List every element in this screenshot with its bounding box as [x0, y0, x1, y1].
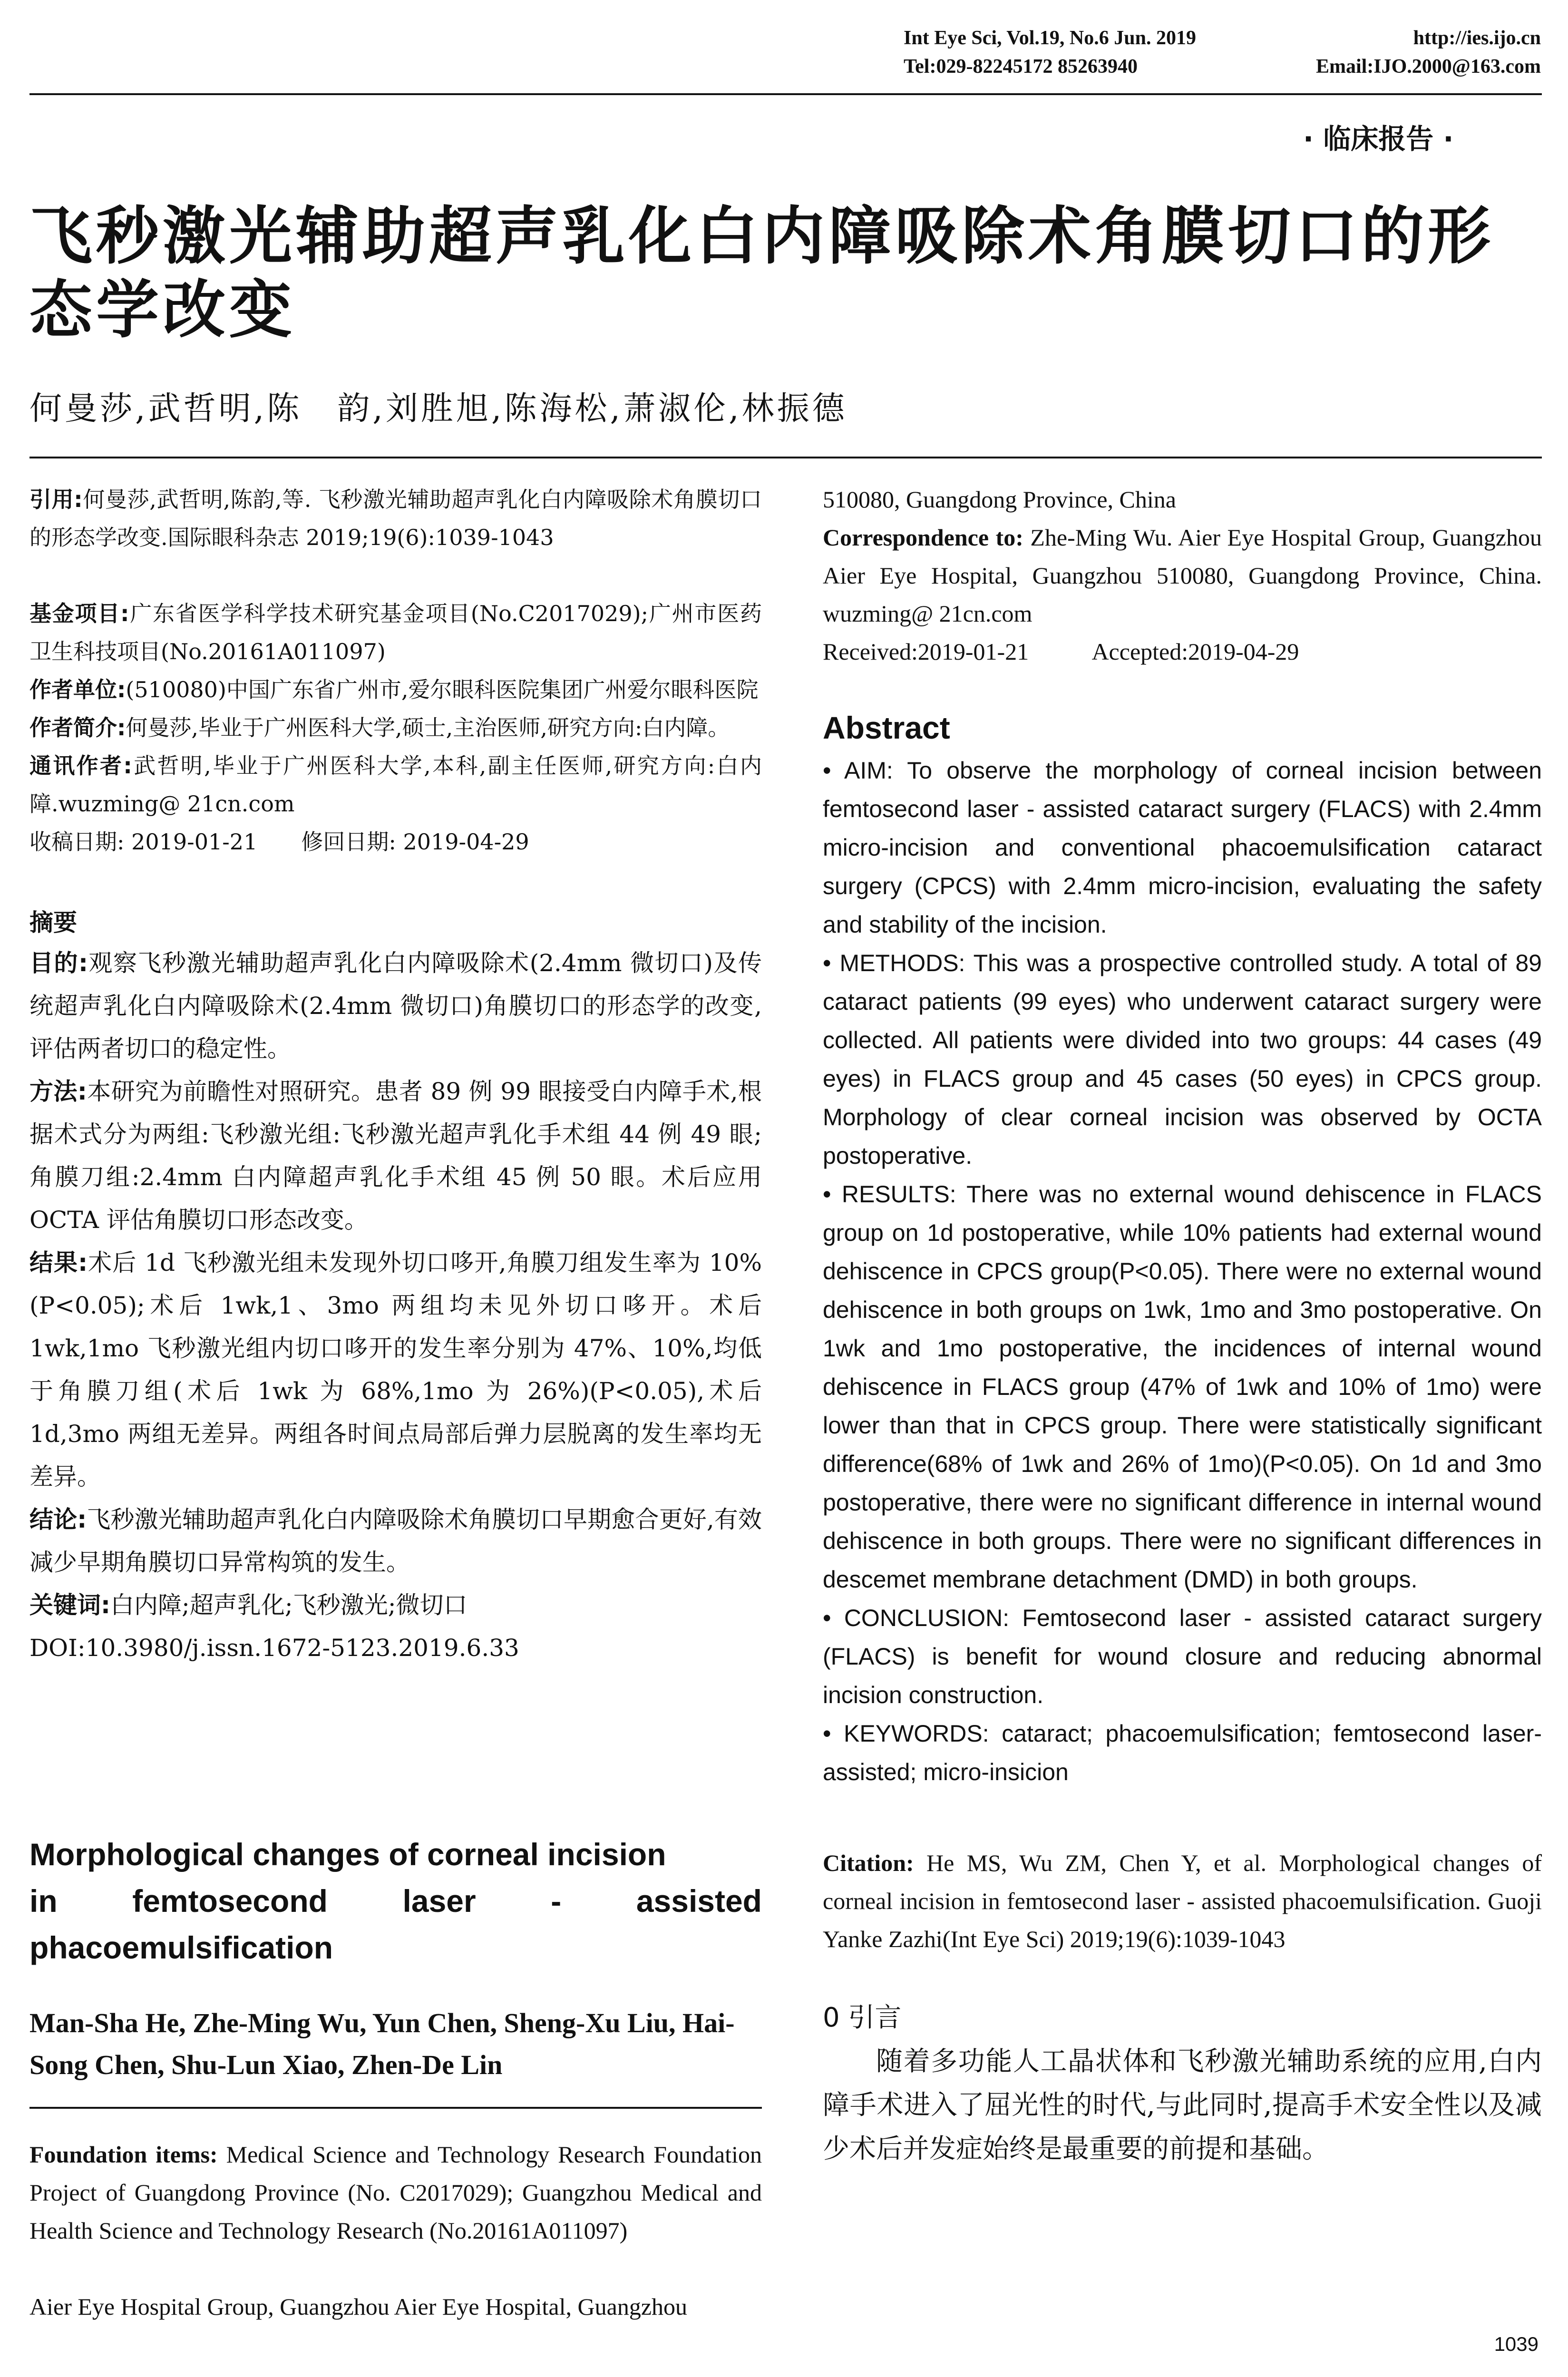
received-date: Received:2019-01-21 — [823, 638, 1029, 665]
page-number: 1039 — [1494, 2333, 1539, 2355]
title-en — [29, 1831, 762, 1971]
keywords-cn — [29, 1584, 762, 1627]
journal-url: http://ies.ijo.cn — [1413, 27, 1541, 49]
corr-label-cn: 通讯作者: — [29, 753, 132, 779]
aim-en — [823, 751, 1542, 944]
citation-en — [823, 1844, 1542, 1958]
keywords-text-en: cataract; phacoemulsification; femtosecond laser-assisted; micro-insicion — [823, 1720, 1542, 1785]
received-accepted — [823, 633, 1542, 671]
conclusion-text-cn: 飞秒激光辅助超声乳化白内障吸除术角膜切口早期愈合更好,有效减少早期角膜切口异常构筑的发生。 — [29, 1506, 762, 1576]
title-en-word: - — [551, 1883, 562, 1919]
right-column — [823, 480, 1542, 2171]
unit-label: 作者单位: — [29, 677, 126, 702]
bio-text: 何曼莎,毕业于广州医科大学,硕士,主治医师,研究方向:白内障。 — [126, 715, 730, 740]
results-cn — [29, 1241, 762, 1498]
fund-label: 基金项目: — [29, 601, 129, 626]
conclusion-label-cn: 结论: — [29, 1506, 87, 1533]
header-rule — [29, 93, 1542, 95]
corr-block-cn — [29, 747, 762, 823]
title-en-word: in — [29, 1883, 58, 1919]
keywords-text-cn: 白内障;超声乳化;飞秒激光;微切口 — [110, 1591, 467, 1619]
conclusion-text-en: Femtosecond laser - assisted cataract surgery (FLACS) is benefit for wound closure and reducing abnormal incision construction. — [823, 1605, 1542, 1708]
citation-text: 何曼莎,武哲明,陈韵,等. 飞秒激光辅助超声乳化白内障吸除术角膜切口的形态学改变.国际眼科杂志 2019;19(6):1039-1043 — [29, 487, 762, 550]
methods-label-cn: 方法: — [29, 1078, 87, 1105]
intro-text: 随着多功能人工晶状体和飞秒激光辅助系统的应用,白内障手术进入了屈光性的时代,与此同时,提高手术安全性以及减少术后并发症始终是最重要的前提和基础。 — [823, 2046, 1542, 2164]
accepted-date: Accepted:2019-04-29 — [1091, 638, 1299, 665]
affiliation-en: Aier Eye Hospital Group, Guangzhou Aier Eye Hospital, Guangzhou — [29, 2293, 688, 2320]
results-text-cn: 术后 1d 飞秒激光组未发现外切口哆开,角膜刀组发生率为 10%(P<0.05);术后 1wk,1、3mo 两组均未见外切口哆开。术后 1wk,1mo 飞秒激光组内切口哆开的发生率分别为 47%、10%,均低于角膜刀组(术后 1wk 为 68%,1mo 为 26%)(P<0.05),术后 1d,3mo 两组无差异。两组各时间点局部后弹力层脱离的发生率均无差异。 — [29, 1249, 762, 1490]
methods-text-cn: 本研究为前瞻性对照研究。患者 89 例 99 眼接受白内障手术,根据术式分为两组:飞秒激光组:飞秒激光超声乳化手术组 44 例 49 眼;角膜刀组:2.4mm 白内障超声乳化手术组 45 例 50 眼。术后应用 OCTA 评估角膜切口形态改变。 — [29, 1078, 762, 1234]
title-rule — [29, 457, 1542, 458]
title-en-word: assisted — [636, 1883, 762, 1919]
section-tag: · 临床报告 · — [1303, 123, 1454, 155]
aim-text-cn: 观察飞秒激光辅助超声乳化白内障吸除术(2.4mm 微切口)及传统超声乳化白内障吸除术(2.4mm 微切口)角膜切口的形态学的改变,评估两者切口的稳定性。 — [29, 949, 762, 1062]
keywords-label-cn: 关键词: — [29, 1591, 110, 1619]
citation-label: 引用: — [29, 487, 83, 512]
journal-tel: Tel:029-82245172 85263940 — [904, 56, 1138, 78]
keywords-label-en: • KEYWORDS: — [823, 1720, 989, 1747]
title-en-line3: phacoemulsification — [29, 1930, 333, 1965]
bio-block — [29, 709, 762, 747]
title-en-word: femtosecond — [132, 1883, 328, 1919]
intro-heading: 0 引言 — [823, 2002, 902, 2033]
foundation-label: Foundation items: — [29, 2141, 218, 2168]
aim-label-en: • AIM: — [823, 757, 893, 784]
dates-cn: 收稿日期: 2019-01-21 修回日期: 2019-04-29 — [29, 829, 529, 855]
fund-text: 广东省医学科学技术研究基金项目(No.C2017029);广州市医药卫生科技项目(No.20161A011097) — [29, 601, 762, 664]
conclusion-en — [823, 1599, 1542, 1715]
unit-block — [29, 671, 762, 709]
title-en-line2 — [29, 1878, 762, 1924]
corr-text-cn: 武哲明,毕业于广州医科大学,本科,副主任医师,研究方向:白内障.wuzming@ 21cn.com — [29, 753, 762, 817]
affiliation-en-cont: 510080, Guangdong Province, China — [823, 486, 1176, 513]
running-header — [904, 24, 1541, 81]
title-en-word: laser — [402, 1883, 476, 1919]
foundation-text: Medical Science and Technology Research Foundation Project of Guangdong Province (No. C2017029); Guangzhou Medical and Health Science and Technology Research (No.20161A011097) — [29, 2141, 762, 2244]
keywords-en — [823, 1715, 1542, 1792]
correspondence-label: Correspondence to: — [823, 524, 1023, 551]
left-column — [29, 480, 762, 1669]
foundation-en — [29, 2135, 762, 2250]
bio-label: 作者简介: — [29, 715, 126, 740]
authors-rule — [29, 2107, 762, 2109]
journal-email: Email:IJO.2000@163.com — [1315, 56, 1541, 78]
methods-text-en: This was a prospective controlled study. A total of 89 cataract patients (99 eyes) who underwent cataract surgery were collected. All patients were divided into two groups: 44 cases (49 eyes) in FLACS group and 45 cases (50 eyes) in CPCS group. Morphology of clear corneal incision was observed by OCTA postoperative. — [823, 950, 1542, 1169]
results-en — [823, 1175, 1542, 1599]
results-label-en: • RESULTS: — [823, 1181, 956, 1208]
correspondence-en — [823, 518, 1542, 633]
aim-label-cn: 目的: — [29, 949, 88, 977]
methods-cn — [29, 1070, 762, 1241]
results-label-cn: 结果: — [29, 1249, 88, 1276]
abstract-heading-cn: 摘要 — [29, 909, 77, 936]
title-en-line1: Morphological changes of corneal incision — [29, 1837, 666, 1872]
citation-cn — [29, 480, 762, 556]
page-title: 飞秒激光辅助超声乳化白内障吸除术角膜切口的形态学改变 — [29, 200, 1494, 347]
results-text-en: There was no external wound dehiscence in FLACS group on 1d postoperative, while 10% patients had external wound dehiscence in CPCS group(P<0.05). There were no external wound dehiscence in both groups on 1wk, 1mo and 3mo postoperative. On 1wk and 1mo postoperative, the incidences of internal wound dehiscence in FLACS group (47% of 1wk and 10% of 1mo) were lower than that in CPCS group. There were statistically significant difference(68% of 1wk and 26% of 1mo)(P<0.05). On 1d and 3mo postoperative, there were no significant difference in internal wound dehiscence in both groups. There were no significant differences in descemet membrane detachment (DMD) in both groups. — [823, 1181, 1542, 1593]
journal-issue: Int Eye Sci, Vol.19, No.6 Jun. 2019 — [904, 27, 1196, 49]
correspondence-text: Zhe-Ming Wu. Aier Eye Hospital Group, Guangzhou Aier Eye Hospital, Guangzhou 510080, Guangdong Province, China. wuzming@ 21cn.com — [823, 524, 1542, 627]
aim-cn — [29, 942, 762, 1070]
methods-en — [823, 944, 1542, 1175]
doi: DOI:10.3980/j.issn.1672-5123.2019.6.33 — [29, 1634, 519, 1662]
conclusion-label-en: • CONCLUSION: — [823, 1605, 1010, 1631]
unit-text: (510080)中国广东省广州市,爱尔眼科医院集团广州爱尔眼科医院 — [126, 677, 759, 702]
citation-text-en: He MS, Wu ZM, Chen Y, et al. Morphological changes of corneal incision in femtosecond laser - assisted phacoemulsification. Guoji Yanke Zazhi(Int Eye Sci) 2019;19(6):1039-1043 — [823, 1850, 1542, 1952]
aim-text-en: To observe the morphology of corneal incision between femtosecond laser - assisted cataract surgery (FLACS) with 2.4mm micro-incision and conventional phacoemulsification cataract surgery (CPCS) with 2.4mm micro-incision, evaluating the safety and stability of the incision. — [823, 757, 1542, 938]
authors-en: Man-Sha He, Zhe-Ming Wu, Yun Chen, Sheng-Xu Liu, Hai-Song Chen, Shu-Lun Xiao, Zhen-De Lin — [29, 2007, 735, 2080]
citation-label-en: Citation: — [823, 1850, 914, 1876]
methods-label-en: • METHODS: — [823, 950, 965, 976]
conclusion-cn — [29, 1498, 762, 1584]
abstract-heading-en: Abstract — [823, 710, 950, 745]
authors-cn: 何曼莎,武哲明,陈 韵,刘胜旭,陈海松,萧淑伦,林振德 — [29, 390, 847, 428]
fund-block — [29, 594, 762, 671]
